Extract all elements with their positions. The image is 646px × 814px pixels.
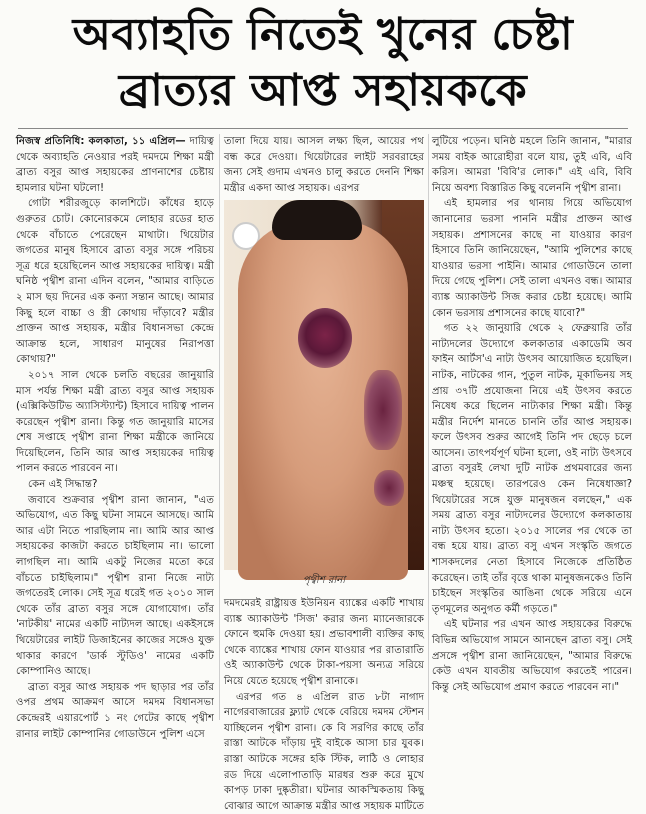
article-paragraph: তালা দিয়ে যায়। আসল লক্ষ্য ছিল, আয়ের পথ বন্ধ করে দেওয়া। থিয়েটারের লাইট সরবরাহের জন্য সেই গুদাম এখনও চালু করতে দেননি শিক্ষা মন্ত্রীর একদা আপ্ত সহায়ক। এরপর	[224, 136, 424, 194]
bruise-mark	[374, 470, 404, 506]
article-paragraph: ব্রাত্য বসুর আপ্ত সহায়ক পদ ছাড়ার পর তাঁর ওপর প্রথম আক্রমণ আসে দমদম বিধানসভা কেন্দ্রেরই এয়ারপোর্ট ১ নং গেটের কাছে পৃথ্বীশ রানার লাইট কোম্পানির গোডাউনে পুলিশ এসে	[16, 681, 214, 740]
subheading: কেন এই সিদ্ধান্ত?	[28, 479, 98, 491]
headline-line-2: ব্রাত্যর আপ্ত সহায়ককে	[118, 65, 528, 116]
photo-caption: পৃথ্বীশ রানা	[302, 575, 346, 586]
column-divider-1	[219, 134, 220, 720]
article-column-2-bottom	[224, 596, 424, 812]
article-paragraph: লুটিয়ে পড়েন। ঘনিষ্ঠ মহলে তিনি জানান, "মারার সময় বাইক আরোহীরা বলে যায়, তুই এবি, এবি করিস। আমরা 'বিবি'র লোক।" এই এবি, বিবি নিয়ে অবশ্য বিস্তারিত কিছু বলেননি পৃথ্বীশ রানা।	[432, 136, 632, 194]
article-paragraph: দমদমেরই রাষ্ট্রায়ত্ত ইউনিয়ন ব্যাঙ্কের একটি শাখায় ব্যাঙ্ক অ্যাকাউন্ট 'সিজ' করার জন্য ম্যানেজারকে ফোনে হুমকি দেওয়া হয়। প্রভাবশালী ব্যক্তির কাছ থেকে ব্যাঙ্কের শাখায় ফোন যাওয়ার পর রাতারাতি ওই অ্যাকাউন্ট থেকে টাকা-পয়সা অন্যত্র সরিয়ে নিয়ে যেতে হয়েছে পৃথ্বীশ রানাকে।	[224, 598, 424, 687]
article-paragraph: গত ২২ জানুয়ারি থেকে ২ ফেব্রুয়ারি তাঁর নাট্যদলের উদ্যোগে কলকাতার একাডেমি অব ফাইন আর্টস'এ নাট্য উৎসব আয়োজিত হয়েছিল। নাটক, নাটকের গান, পুতুল নাটক, মূকাভিনয় সহ প্রায় ৩৭টি প্রযোজনা নিয়ে এই উৎসব করতে নিষেধ করে ছিলেন নাট্যকার শিক্ষা মন্ত্রী। কিন্তু মন্ত্রীর নির্দেশ মানতে চাননি তাঁর আপ্ত সহায়ক। ফলে উৎসব শুরুর আগেই তিনি পদ ছেড়ে চলে আসেন। তাৎপর্যপূর্ণ ঘটনা হলো, ওই নাট্য উৎসবে ব্রাত্য বসুরই লেখা দুটি নাটক প্রথমবারের জন্য মঞ্চস্থ হয়েছে। তারপরেও কেন নিষেধাজ্ঞা? থিয়েটারের সঙ্গে যুক্ত মানুষজন বলছেন," এক সময় ব্রাত্য বসুর নাট্যদলের উদ্যোগে কলকাতায় নাট্য উৎসব হতো। ২০১৫ সালের পর থেকে তা বন্ধ হয়ে যায়। ব্রাত্য বসু এখন সংস্কৃতি জগতে শাসকদলের নেতা হিসাবে নিজেকে প্রতিষ্ঠিত করেছেন। তাই তাঁর বৃত্তে থাকা মানুষজনকেও তিনি চাইছেন সংস্কৃতির আঙিনা থেকে সরিয়ে এনে তৃণমূলের অনুগত কর্মী গড়তে।"	[432, 323, 632, 615]
column-divider-2	[428, 134, 429, 720]
headline-rule	[18, 128, 628, 129]
photo-head	[272, 200, 362, 240]
victim-photo	[224, 200, 424, 570]
article-paragraph: ২০১৭ সাল থেকে চলতি বছরের জানুয়ারি মাস পর্যন্ত শিক্ষা মন্ত্রী ব্রাত্য বসুর আপ্ত সহায়ক (এক্সিকিউটিভ অ্যাসিস্ট্যান্ট) হিসাবে দায়িত্ব পালন করেছেন পৃথ্বীশ রানা। কিন্তু গত জানুয়ারি মাসের শেষ সপ্তাহে পৃথ্বীশ রানা শিক্ষা মন্ত্রীকে জানিয়ে দিয়েছিলেন, তিনি আর আপ্ত সহায়কের দায়িত্ব পালন করতে পারবেন না।	[16, 369, 214, 475]
bruise-mark	[364, 370, 402, 450]
article-paragraph: জবাবে শুক্রবার পৃথ্বীশ রানা জানান, "এত অভিযোগ, এত কিছু ঘটনা সামনে আসছে। আমি আর এটা নিতে পারছিলাম না। আমি আর আপ্ত সহায়কের কাজটা করতে চাইছিলাম না। ভালো লাগছিল না। আমি একটু নিজের মতো করে বাঁচতে চাইছিলাম।" পৃথ্বীশ রানা নিজে নাট্য জগতেরই লোক। সেই সূত্র ধরেই গত ২০১০ সাল থেকে তাঁর ব্রাত্য বসুর সঙ্গে যোগাযোগ। তাঁর 'নাটকীয়' নামের একটি নাট্যদল আছে। একইসঙ্গে থিয়েটারের লাইট ডিজাইনের কাজের সঙ্গেও যুক্ত থাকার কারণে 'ডার্ক স্টুডিও' নামের একটি কোম্পানিও আছে।	[16, 494, 214, 678]
article-paragraph: এরপর গত ৪ এপ্রিল রাত ৮টা নাগাদ নাগেরবাজারের ফ্ল্যাট থেকে বেরিয়ে দমদম স্টেশন যাচ্ছিলেন পৃথ্বীশ রানা। কে বি সরণির কাছে তাঁর রাস্তা আটকে দাঁড়ায় দুই বাইকে আসা চার যুবক। রাস্তা আটকে সঙ্গের হকি স্টিক, লাঠি ও লোহার রড দিয়ে এলোপাতাড়ি মারধর শুরু করে মুখে কাপড় ঢাকা দুষ্কৃতীরা। ঘটনার আকস্মিকতায় কিছু বোঝার আগে আক্রান্ত মন্ত্রীর আপ্ত সহায়ক মাটিতে	[224, 691, 424, 812]
headline-line-1: অব্যাহতি নিতেই খুনের চেষ্টা	[72, 9, 574, 60]
bruise-mark	[298, 308, 352, 368]
article-paragraph: এই ঘটনার পর এখন আপ্ত সহায়কের বিরুদ্ধে বিভিন্ন অভিযোগ সামনে আনছেন ব্রাত্য বসু। সেই প্রসঙ্গে পৃথ্বীশ রানা জানিয়েছেন, "আমার বিরুদ্ধে কেউ এখন যাবতীয় অভিযোগ করতেই পারেন। কিন্তু সেই অভিযোগ প্রমাণ করতে পারবেন না।"	[432, 619, 632, 693]
article-paragraph: নিজস্ব প্রতিনিধি: কলকাতা, ১১ এপ্রিল— দায়িত্ব থেকে অব্যাহতি নেওয়ার পরই দমদমে শিক্ষা মন্ত্রী ব্রাত্য বসুর আপ্ত সহায়কের প্রাণনাশের চেষ্টায় হামলার ঘটনা ঘটলো!	[16, 136, 214, 194]
article-column-2-top	[224, 134, 424, 198]
article-paragraph: গোটা শরীরজুড়ে কালশিটে। কাঁধের হাড়ে গুরুতর চোট। কোনোরকমে লোহার রডের হাত থেকে বাঁচাতে পেরেছেন মাথাটা। থিয়েটার জগতের মানুষ হিসাবে ব্রাত্য বসুর সঙ্গে পরিচয় সূত্র ধরে হয়েছিলেন আপ্ত সহায়কের দায়িত্ব। মন্ত্রী ঘনিষ্ঠ পৃথ্বীশ রানা এদিন বলেন, "আমার বাড়িতে ২ মাস ছয় দিনের এক কন্যা সন্তান আছে। আমার কিছু হলে বাচ্চা ও স্ত্রী কোথায় দাঁড়াবে? মন্ত্রীর প্রাক্তন আপ্ত সহায়ক, মন্ত্রীর বিধানসভা কেন্দ্রে আক্রান্ত হলে, সাধারণ মানুষের নিরাপত্তা কোথায়?"	[16, 198, 214, 366]
article-column-1	[16, 134, 214, 740]
dateline: নিজস্ব প্রতিনিধি: কলকাতা, ১১ এপ্রিল—	[16, 136, 186, 147]
article-paragraph: এই হামলার পর থানায় গিয়ে অভিযোগ জানানোর ভরসা পাননি মন্ত্রীর প্রাক্তন আপ্ত সহায়ক। প্রশাসনের কাছে না যাওয়ার কারণ হিসাবে তিনি জানিয়েছেন, "আমি পুলিশের কাছে যাওয়ার ভরসা পাইনি। আমার গোডাউনে তালা দিয়ে গেছে পুলিশ। সেই তালা এখনও বন্ধ। আমার ব্যাঙ্ক অ্যাকাউন্ট সিজ করার চেষ্টা হয়েছে। আমি কোন ভরসায় প্রশাসনের কাছে যাবো?"	[432, 198, 632, 319]
article-column-3	[432, 134, 632, 720]
